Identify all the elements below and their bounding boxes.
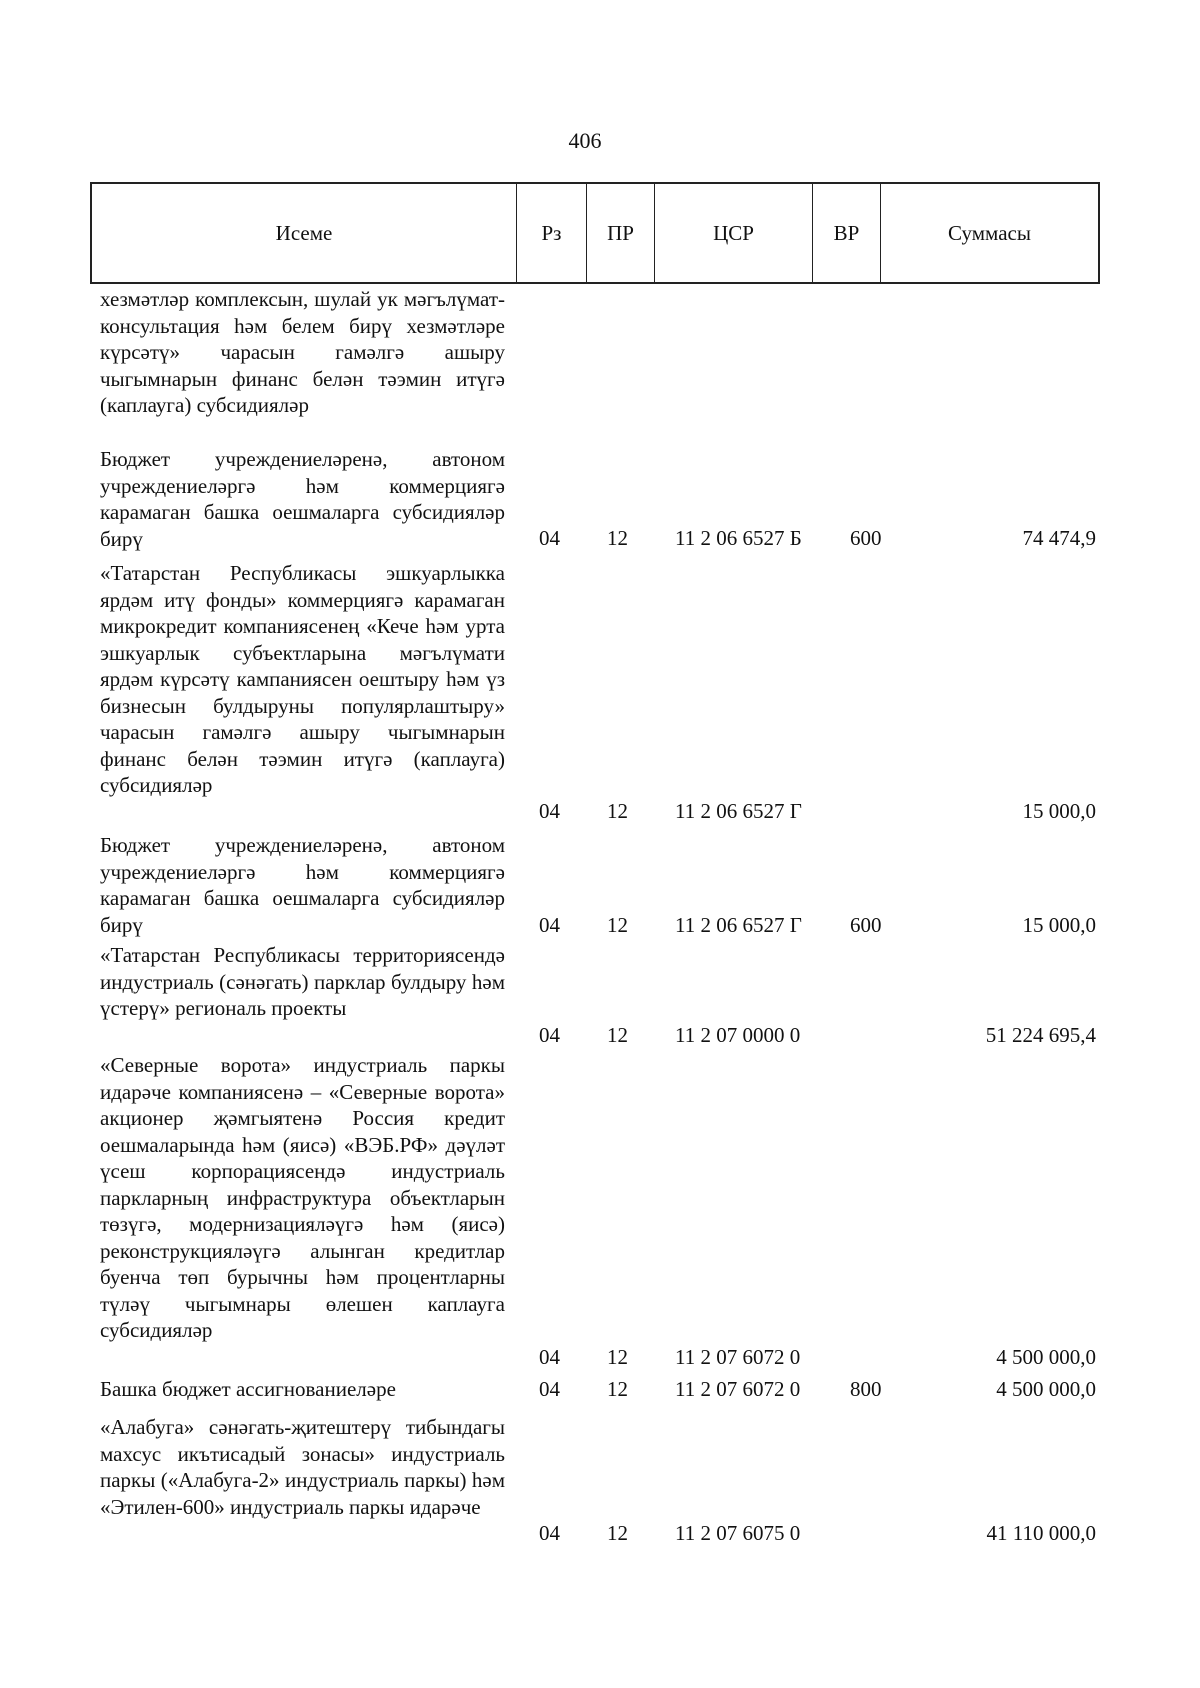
row-rz: 04 — [539, 1023, 560, 1047]
row-sum: 15 000,0 — [1022, 913, 1096, 937]
row-name: Бюджет учреждениеләренә, автоном учреждениеләргә һәм коммерциягә карамаган башка оешмаларга субсидияләр бирү — [100, 833, 505, 937]
row-rz: 04 — [539, 1521, 560, 1545]
row-pr: 12 — [607, 1521, 628, 1545]
row-pr: 12 — [607, 799, 628, 823]
row-pr: 12 — [607, 1023, 628, 1047]
row-sum: 74 474,9 — [1022, 526, 1096, 550]
header-vr: ВР — [813, 184, 881, 282]
table-header — [90, 182, 1100, 284]
row-rz: 04 — [539, 799, 560, 823]
header-name: Исеме — [92, 184, 517, 282]
header-pr: ПР — [587, 184, 655, 282]
row-name: Башка бюджет ассигнованиеләре — [100, 1377, 396, 1401]
row-name: «Северные ворота» индустриаль паркы идарәче компаниясенә – «Северные ворота» акционер җәмгыятенә Россия кредит оешмаларында һәм (яисә) «ВЭБ.РФ» дәүләт үсеш корпорациясендә индустриаль паркларның инфраструктура объектларын төзүгә, модернизацияләүгә һәм (яисә) реконструкцияләүгә алынган кредитлар буенча төп бурычны һәм процентларны түләү чыгымнары өлешен каплауга субсидияләр — [100, 1053, 505, 1342]
header-rz: Рз — [517, 184, 587, 282]
row-name: «Татарстан Республикасы эшкуарлыкка ярдәм итү фонды» коммерциягә карамаган микрокредит компаниясенең «Кече һәм урта эшкуарлык субъектларына мәгълүмати ярдәм күрсәтү кампаниясен оештыру һәм үз бизнесын булдыруны популярлаштыру» чарасын гамәлгә ашыру чыгымнарын финанс белән тәэмин итүгә (каплауга) субсидияләр — [100, 561, 505, 797]
row-vr: 600 — [850, 913, 882, 937]
row-csr: 11 2 06 6527 Г — [675, 799, 802, 823]
row-sum: 15 000,0 — [1022, 799, 1096, 823]
row-sum: 51 224 695,4 — [985, 1023, 1096, 1047]
row-csr: 11 2 07 6075 0 — [675, 1521, 801, 1545]
row-pr: 12 — [607, 526, 628, 550]
header-csr: ЦСР — [655, 184, 813, 282]
row-pr: 12 — [607, 913, 628, 937]
row-csr: 11 2 07 0000 0 — [675, 1023, 801, 1047]
row-csr: 11 2 07 6072 0 — [675, 1377, 801, 1401]
row-csr: 11 2 06 6527 Б — [675, 526, 802, 550]
row-pr: 12 — [607, 1377, 628, 1401]
header-sum: Суммасы — [948, 220, 1031, 245]
row-vr: 800 — [850, 1377, 882, 1401]
row-name: хезмәтләр комплексын, шулай ук мәгълүмат-консультация һәм белем бирү хезмәтләре күрсәтү» чарасын гамәлгә ашыру чыгымнарын финанс белән тәэмин итүгә (каплауга) субсидияләр — [100, 287, 505, 417]
row-vr: 600 — [850, 526, 882, 550]
row-sum: 4 500 000,0 — [996, 1377, 1096, 1401]
row-rz: 04 — [539, 526, 560, 550]
row-rz: 04 — [539, 1345, 560, 1369]
page-number: 406 — [568, 128, 602, 153]
row-csr: 11 2 06 6527 Г — [675, 913, 802, 937]
row-name: Бюджет учреждениеләренә, автоном учреждениеләргә һәм коммерциягә карамаган башка оешмаларга субсидияләр бирү — [100, 447, 505, 551]
row-pr: 12 — [607, 1345, 628, 1369]
row-name: «Татарстан Республикасы территориясендә индустриаль (сәнәгать) парклар булдыру һәм үстерү» региональ проекты — [100, 943, 505, 1020]
row-sum: 41 110 000,0 — [986, 1521, 1096, 1545]
row-rz: 04 — [539, 1377, 560, 1401]
row-sum: 4 500 000,0 — [996, 1345, 1096, 1369]
row-rz: 04 — [539, 913, 560, 937]
row-name: «Алабуга» сәнәгать-җитештерү тибындагы махсус икътисадый зонасы» индустриаль паркы («Алабуга-2» индустриаль паркы) һәм «Этилен-600» индустриаль паркы идарәче — [100, 1415, 505, 1519]
row-csr: 11 2 07 6072 0 — [675, 1345, 801, 1369]
